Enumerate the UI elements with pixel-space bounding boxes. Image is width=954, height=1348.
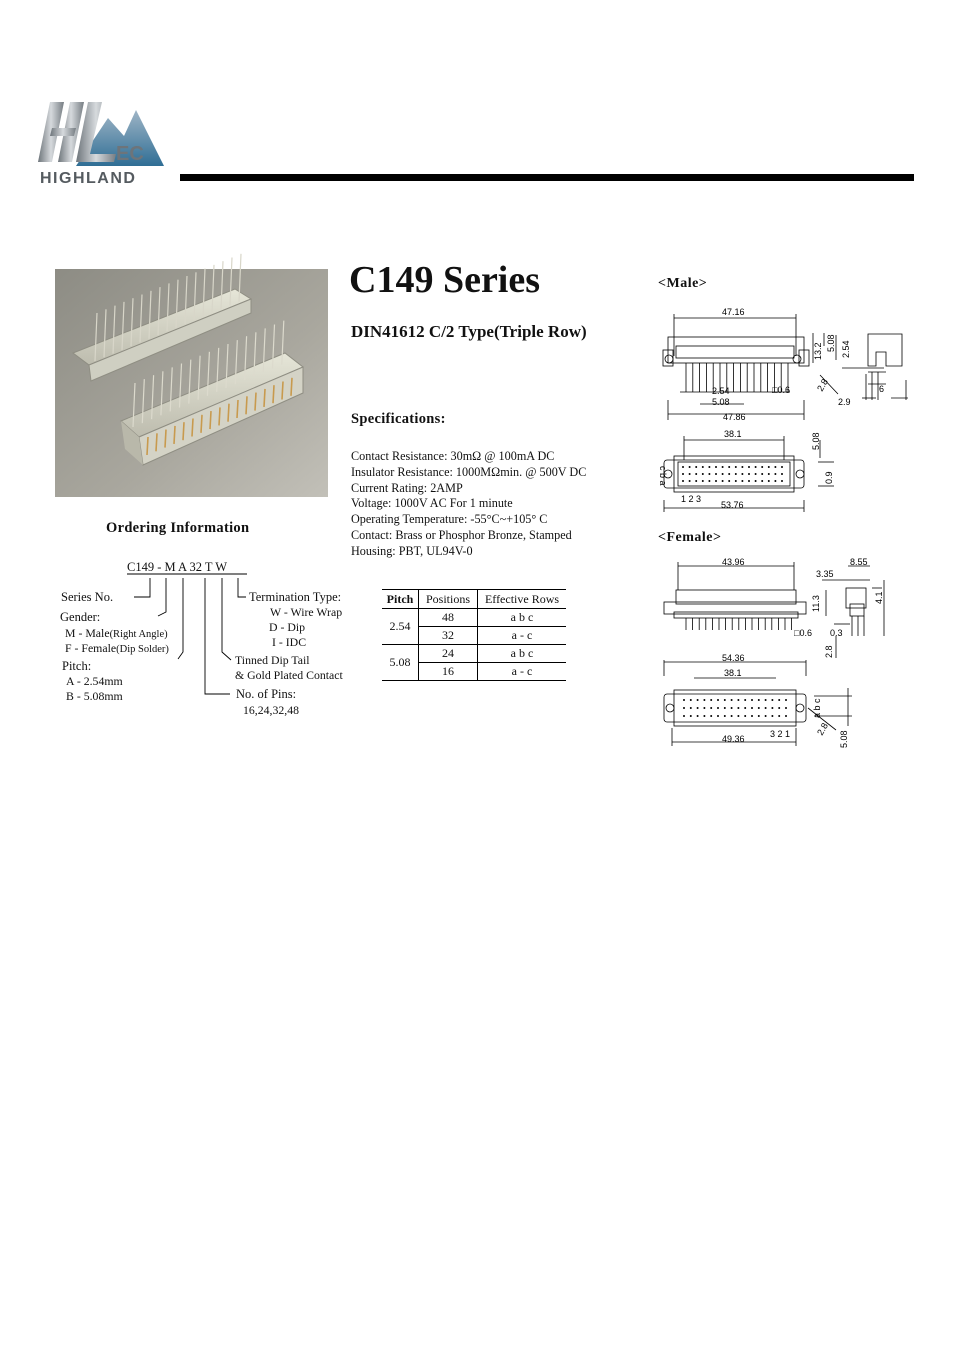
brand-name: HIGHLAND [40,170,137,187]
pins-label: No. of Pins: [236,687,297,701]
contact-dot [697,715,699,717]
dim-text: 11.3 [811,595,821,612]
contact-dot [689,466,691,468]
spec-item: Voltage: 1000V AC For 1 minute [351,496,513,511]
dim-text: 2.9 [838,397,851,407]
contact-dot [689,473,691,475]
dim-text: c b a [658,466,668,486]
contact-dot [778,699,780,701]
gender-male: M - Male(Right Angle) [65,626,168,640]
contact-dot [715,466,717,468]
contact-dot [761,466,763,468]
contact-dot [702,466,704,468]
dim-text: 2.54 [841,340,851,358]
contact-dot [697,699,699,701]
contact-dot [768,473,770,475]
contact-dot [731,699,733,701]
contact-dot [758,707,760,709]
dim-text: 2.8 [815,377,830,393]
contact-dot [708,466,710,468]
contact-dot [690,707,692,709]
gender-female: F - Female(Dip Solder) [65,641,169,655]
contact-dot [765,699,767,701]
ordering-code: C149 - M A 32 T W [127,560,228,574]
tinned-line-1: Tinned Dip Tail [235,653,310,667]
contact-dot [771,699,773,701]
contact-dot [710,699,712,701]
ordering-heading: Ordering Information [106,520,250,536]
contact-dot [708,473,710,475]
contact-dot [735,473,737,475]
contact-dot [695,466,697,468]
contact-dot [724,715,726,717]
dim-text: 49.36 [722,734,745,744]
dim-text: 5.08 [712,397,730,407]
contact-dot [768,480,770,482]
contact-dot [735,480,737,482]
contact-dot [761,480,763,482]
contact-dot [695,473,697,475]
column-header-pitch: Pitch [382,590,419,609]
page-subtitle: DIN41612 C/2 Type(Triple Row) [351,322,587,341]
dim-text: 54.36 [722,653,745,663]
dim-text: 5.08 [811,432,821,450]
contact-dot [744,707,746,709]
contact-dot [703,707,705,709]
termination-i: I - IDC [272,635,307,649]
contact-dot [758,715,760,717]
spec-item: Contact Resistance: 30mΩ @ 100mA DC [351,449,555,463]
contact-dot [695,480,697,482]
contact-dot [683,707,685,709]
contact-dot [682,466,684,468]
dim-text: 38.1 [724,668,742,678]
contact-dot [785,699,787,701]
dim-text: 6 [879,384,885,394]
dim-text: 4.1 [874,591,884,604]
contact-dot [683,715,685,717]
spec-item: Current Rating: 2AMP [351,480,463,495]
contact-dot [702,473,704,475]
contact-dot [758,699,760,701]
dim-text: 38.1 [724,429,742,439]
dim-text: □0.6 [772,385,790,395]
contact-dot [761,473,763,475]
contact-dot [768,466,770,468]
tinned-line-2: & Gold Plated Contact [235,668,343,682]
contact-dot [781,473,783,475]
dim-text: 0.6 [777,385,790,395]
contact-dot [765,715,767,717]
spec-item: Housing: PBT, UL94V-0 [351,543,473,558]
dim-text: 5.08 [826,334,836,352]
dim-text: 43.96 [722,557,745,567]
dim-text: 8.55 [850,557,868,567]
contact-dot [737,707,739,709]
gender-label: Gender: [60,610,101,624]
dim-text: 47.16 [722,307,745,317]
pins-values: 16,24,32,48 [243,703,300,717]
spec-item: Insulator Resistance: 1000MΩmin. @ 500V DC [351,464,587,479]
spec-item: Contact: Brass or Phosphor Bronze, Stamped [351,527,572,542]
contact-dot [755,480,757,482]
contact-dot [765,707,767,709]
positions-cell: 32 [419,627,478,645]
contact-dot [717,699,719,701]
contact-dot [683,699,685,701]
contact-dot [771,715,773,717]
positions-cell: 24 [419,645,478,663]
contact-dot [731,707,733,709]
effective-rows-cell: a - c [478,663,567,681]
contact-dot [751,715,753,717]
contact-dot [774,473,776,475]
contact-dot [690,715,692,717]
dim-text: 3 2 1 [770,729,791,739]
contact-dot [741,473,743,475]
contact-dot [744,699,746,701]
contact-dot [728,473,730,475]
contact-dot [702,480,704,482]
contact-dot [755,473,757,475]
contact-dot [682,480,684,482]
contact-dot [751,699,753,701]
female-drawing-label: <Female> [658,530,722,545]
contact-dot [778,715,780,717]
contact-dot [722,473,724,475]
contact-dot [748,466,750,468]
pitch-cell: 2.54 [382,609,419,645]
termination-w: W - Wire Wrap [270,605,343,619]
contact-dot [710,707,712,709]
contact-dot [741,466,743,468]
pitch-option-a: A - 2.54mm [66,674,123,688]
dim-text: 2.8 [815,721,830,737]
effective-rows-cell: a b c [478,609,567,627]
contact-dot [728,480,730,482]
contact-dot [774,480,776,482]
contact-dot [737,715,739,717]
dim-text: 47.86 [723,412,746,422]
contact-dot [717,707,719,709]
contact-dot [744,715,746,717]
dim-text: 0.9 [824,471,834,484]
contact-dot [715,473,717,475]
dim-text: 2.54 [712,386,730,396]
dim-text: 5.08 [839,730,849,748]
contact-dot [731,715,733,717]
contact-dot [785,715,787,717]
page-title: C149 Series [349,259,541,301]
dim-text: 0.3 [830,628,843,638]
column-header-positions: Positions [419,590,478,609]
contact-dot [703,699,705,701]
contact-dot [778,707,780,709]
contact-dot [735,466,737,468]
pitch-option-b: B - 5.08mm [66,689,123,703]
contact-dot [682,473,684,475]
pitch-label: Pitch: [62,659,92,673]
dim-text: a b c [812,698,822,718]
specifications-heading: Specifications: [351,411,446,427]
effective-rows-cell: a - c [478,627,567,645]
spec-item: Operating Temperature: -55°C~+105° C [351,512,548,527]
effective-rows-cell: a b c [478,645,567,663]
termination-label: Termination Type: [249,590,342,604]
contact-dot [755,466,757,468]
dim-text: 13.2 [813,342,823,360]
contact-dot [703,715,705,717]
contact-dot [737,699,739,701]
contact-dot [748,480,750,482]
contact-dot [708,480,710,482]
dim-text: 3.35 [816,569,834,579]
contact-dot [722,480,724,482]
dim-text: 53.76 [721,500,744,510]
positions-cell: 16 [419,663,478,681]
contact-dot [771,707,773,709]
male-drawing-label: <Male> [658,276,708,291]
dim-text: □0.6 [794,628,812,638]
termination-d: D - Dip [269,620,306,634]
contact-dot [785,707,787,709]
column-header-effective-rows: Effective Rows [478,590,567,609]
dim-text: 1 2 3 [681,494,702,504]
contact-dot [724,699,726,701]
contact-dot [781,480,783,482]
pitch-cell: 5.08 [382,645,419,681]
contact-dot [751,707,753,709]
contact-dot [710,715,712,717]
contact-dot [689,480,691,482]
series-no-label: Series No. [61,590,114,604]
svg-text:EC: EC [116,143,144,165]
contact-dot [741,480,743,482]
contact-dot [774,466,776,468]
contact-dot [715,480,717,482]
contact-dot [748,473,750,475]
contact-dot [781,466,783,468]
contact-dot [722,466,724,468]
contact-dot [690,699,692,701]
dim-text: 0.6 [799,628,812,638]
positions-cell: 48 [419,609,478,627]
dim-text: 2.8 [824,645,834,658]
contact-dot [697,707,699,709]
contact-dot [728,466,730,468]
contact-dot [717,715,719,717]
contact-dot [724,707,726,709]
